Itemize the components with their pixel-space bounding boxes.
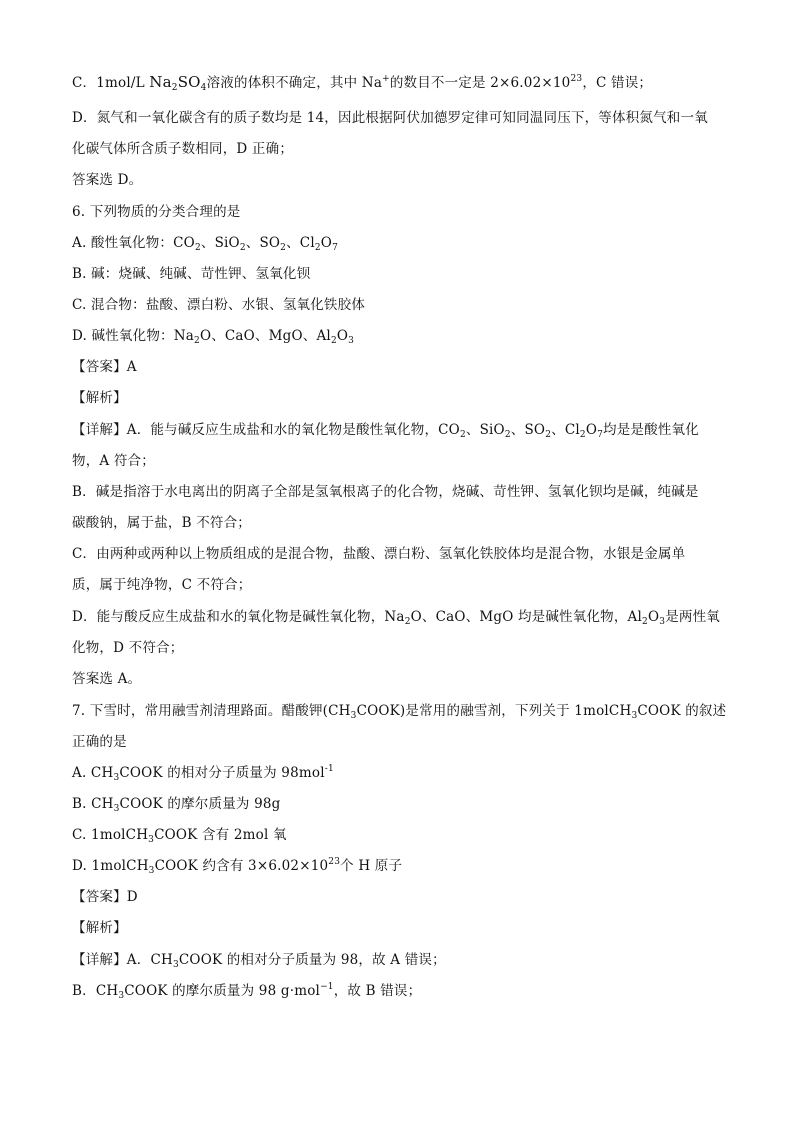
text-run: 物，A 符合； bbox=[72, 453, 155, 469]
subscript: 2 bbox=[459, 430, 466, 440]
superscript: -1 bbox=[324, 764, 334, 774]
text-run: C. 混合物：盐酸、漂白粉、水银、氢氧化铁胶体 bbox=[72, 297, 366, 313]
text-line bbox=[72, 482, 732, 502]
text-run: O bbox=[647, 609, 660, 625]
text-run: B. CH bbox=[72, 796, 114, 812]
text-line bbox=[72, 420, 732, 440]
subscript: 2 bbox=[504, 430, 511, 440]
text-run: ，故 B 错误； bbox=[333, 983, 422, 999]
subscript: 3 bbox=[172, 960, 179, 970]
text-run: 是两性氧 bbox=[665, 609, 720, 625]
text-run: COOK 的叙述 bbox=[637, 703, 727, 719]
text-run: 【答案】D bbox=[72, 889, 138, 905]
text-run: O bbox=[320, 235, 333, 251]
text-run: 答案选 A。 bbox=[72, 671, 142, 687]
text-run: 的数目不一定是 2×6.02×10 bbox=[389, 75, 571, 91]
subscript: 3 bbox=[148, 835, 155, 845]
subscript: 3 bbox=[659, 617, 666, 627]
answer-7 bbox=[72, 887, 732, 907]
subscript: 2 bbox=[545, 430, 552, 440]
analysis-6-heading bbox=[72, 388, 732, 408]
text-run: 【详解】A．能与碱反应生成盐和水的氧化物是酸性氧化物，CO bbox=[72, 422, 460, 438]
option-7d bbox=[72, 856, 732, 876]
text-run: 化物，D 不符合； bbox=[72, 640, 184, 656]
text-run: COOK 约含有 3×6.02×10 bbox=[154, 858, 329, 874]
option-6d bbox=[72, 326, 732, 346]
subscript: 3 bbox=[113, 804, 120, 814]
subscript: 3 bbox=[148, 866, 155, 876]
text-run: 7. 下雪时，常用融雪剂清理路面。醋酸钾(CH bbox=[72, 703, 351, 719]
text-line bbox=[72, 638, 732, 658]
text-run: 、SO bbox=[245, 235, 281, 251]
text-run: 【解析】 bbox=[72, 920, 127, 936]
text-run: COOK 的相对分子质量为 98，故 A 错误； bbox=[178, 952, 446, 968]
text-run: A. CH bbox=[72, 765, 114, 781]
question-7-stem-cont bbox=[72, 732, 732, 752]
text-line bbox=[72, 950, 732, 970]
question-6-stem bbox=[72, 202, 732, 222]
text-run: 、Cl bbox=[286, 235, 315, 251]
text-run: C. 1molCH bbox=[72, 827, 149, 843]
question-7-stem bbox=[72, 701, 732, 721]
option-7c bbox=[72, 825, 732, 845]
text-run: 质，属于纯净物，C 不符合； bbox=[72, 577, 252, 593]
text-run: SO bbox=[177, 73, 201, 91]
text-run: ，C 错误； bbox=[582, 75, 653, 91]
subscript: 3 bbox=[348, 336, 355, 346]
text-run: COOK 的摩尔质量为 98 g·mol bbox=[124, 983, 321, 999]
text-run: D. 碱性氧化物：Na bbox=[72, 328, 194, 344]
text-run: D. 1molCH bbox=[72, 858, 149, 874]
subscript: 4 bbox=[200, 83, 207, 93]
superscript: −1 bbox=[320, 982, 334, 992]
subscript: 2 bbox=[194, 336, 200, 346]
superscript: 23 bbox=[570, 74, 583, 84]
text-line bbox=[72, 544, 732, 564]
text-line bbox=[72, 139, 732, 159]
text-run: O、CaO、MgO 均是碱性氧化物，Al bbox=[410, 609, 643, 625]
option-7a bbox=[72, 763, 732, 783]
subscript: 2 bbox=[194, 243, 201, 253]
text-run: 【答案】A bbox=[72, 359, 137, 375]
text-run: 【详解】A．CH bbox=[72, 952, 173, 968]
subscript: 2 bbox=[171, 83, 178, 93]
text-run: 正确的是 bbox=[72, 734, 127, 750]
subscript: 2 bbox=[642, 617, 648, 627]
text-run: D．氮气和一氧化碳含有的质子数均是 14，因此根据阿伏加德罗定律可知同温同压下，等体积氮气和一氧 bbox=[72, 110, 708, 126]
text-run: O bbox=[336, 328, 349, 344]
subscript: 2 bbox=[330, 336, 337, 346]
text-run: O bbox=[585, 422, 598, 438]
text-line bbox=[72, 108, 732, 128]
subscript: 3 bbox=[118, 991, 125, 1001]
subscript: 3 bbox=[113, 773, 120, 783]
option-6b bbox=[72, 264, 732, 284]
text-run: 碳酸钠，属于盐，B 不符合； bbox=[72, 515, 252, 531]
text-run: B. 碱：烧碱、纯碱、苛性钾、氢氧化钡 bbox=[72, 266, 311, 282]
text-run: COOK)是常用的融雪剂，下列关于 1molCH bbox=[356, 703, 632, 719]
text-run: D．能与酸反应生成盐和水的氧化物是碱性氧化物，Na bbox=[72, 609, 405, 625]
text-line bbox=[72, 981, 732, 1001]
text-line bbox=[72, 575, 732, 595]
option-7b bbox=[72, 794, 732, 814]
text-line bbox=[72, 72, 732, 93]
analysis-7-heading bbox=[72, 918, 732, 938]
subscript: 3 bbox=[350, 711, 357, 721]
text-run: 答案选 D。 bbox=[72, 172, 143, 188]
text-run: 、SiO bbox=[200, 235, 240, 251]
text-run: O、CaO、MgO、Al bbox=[199, 328, 331, 344]
text-line bbox=[72, 669, 732, 689]
text-run: 【解析】 bbox=[72, 390, 127, 406]
text-run: Na bbox=[149, 73, 172, 91]
text-run: 均是是酸性氧化 bbox=[603, 422, 699, 438]
superscript: + bbox=[382, 74, 390, 84]
text-run: 、Cl bbox=[551, 422, 580, 438]
text-run: C．由两种或两种以上物质组成的是混合物，盐酸、漂白粉、氢氧化铁胶体均是混合物，水银是金属单 bbox=[72, 546, 686, 562]
text-run: COOK 含有 2mol 氧 bbox=[154, 827, 287, 843]
subscript: 2 bbox=[239, 243, 246, 253]
text-run: 、SO bbox=[510, 422, 546, 438]
text-run: A. 酸性氧化物：CO bbox=[72, 235, 195, 251]
option-6c bbox=[72, 295, 732, 315]
text-run: 6. 下列物质的分类合理的是 bbox=[72, 204, 241, 220]
text-line bbox=[72, 170, 732, 190]
subscript: 7 bbox=[332, 243, 339, 253]
text-run: 个 H 原子 bbox=[340, 858, 403, 874]
option-6a bbox=[72, 233, 732, 253]
superscript: 23 bbox=[328, 857, 341, 867]
text-run: B．CH bbox=[72, 983, 119, 999]
subscript: 2 bbox=[579, 430, 586, 440]
subscript: 2 bbox=[280, 243, 287, 253]
text-line bbox=[72, 513, 732, 533]
subscript: 7 bbox=[597, 430, 604, 440]
text-run: 溶液的体积不确定，其中 Na bbox=[206, 75, 383, 91]
text-run: 、SiO bbox=[465, 422, 505, 438]
answer-6 bbox=[72, 357, 732, 377]
text-run: COOK 的相对分子质量为 98mol bbox=[119, 765, 325, 781]
text-run: COOK 的摩尔质量为 98g bbox=[119, 796, 281, 812]
text-run: 化碳气体所含质子数相同，D 正确； bbox=[72, 141, 294, 157]
subscript: 3 bbox=[631, 711, 638, 721]
text-line bbox=[72, 607, 732, 627]
subscript: 2 bbox=[314, 243, 321, 253]
text-run: C．1mol/L bbox=[72, 75, 150, 91]
text-line bbox=[72, 451, 732, 471]
subscript: 2 bbox=[404, 617, 411, 627]
text-run: B．碱是指溶于水电离出的阴离子全部是氢氧根离子的化合物，烧碱、苛性钾、氢氧化钡均是碱，纯碱是 bbox=[72, 484, 699, 500]
